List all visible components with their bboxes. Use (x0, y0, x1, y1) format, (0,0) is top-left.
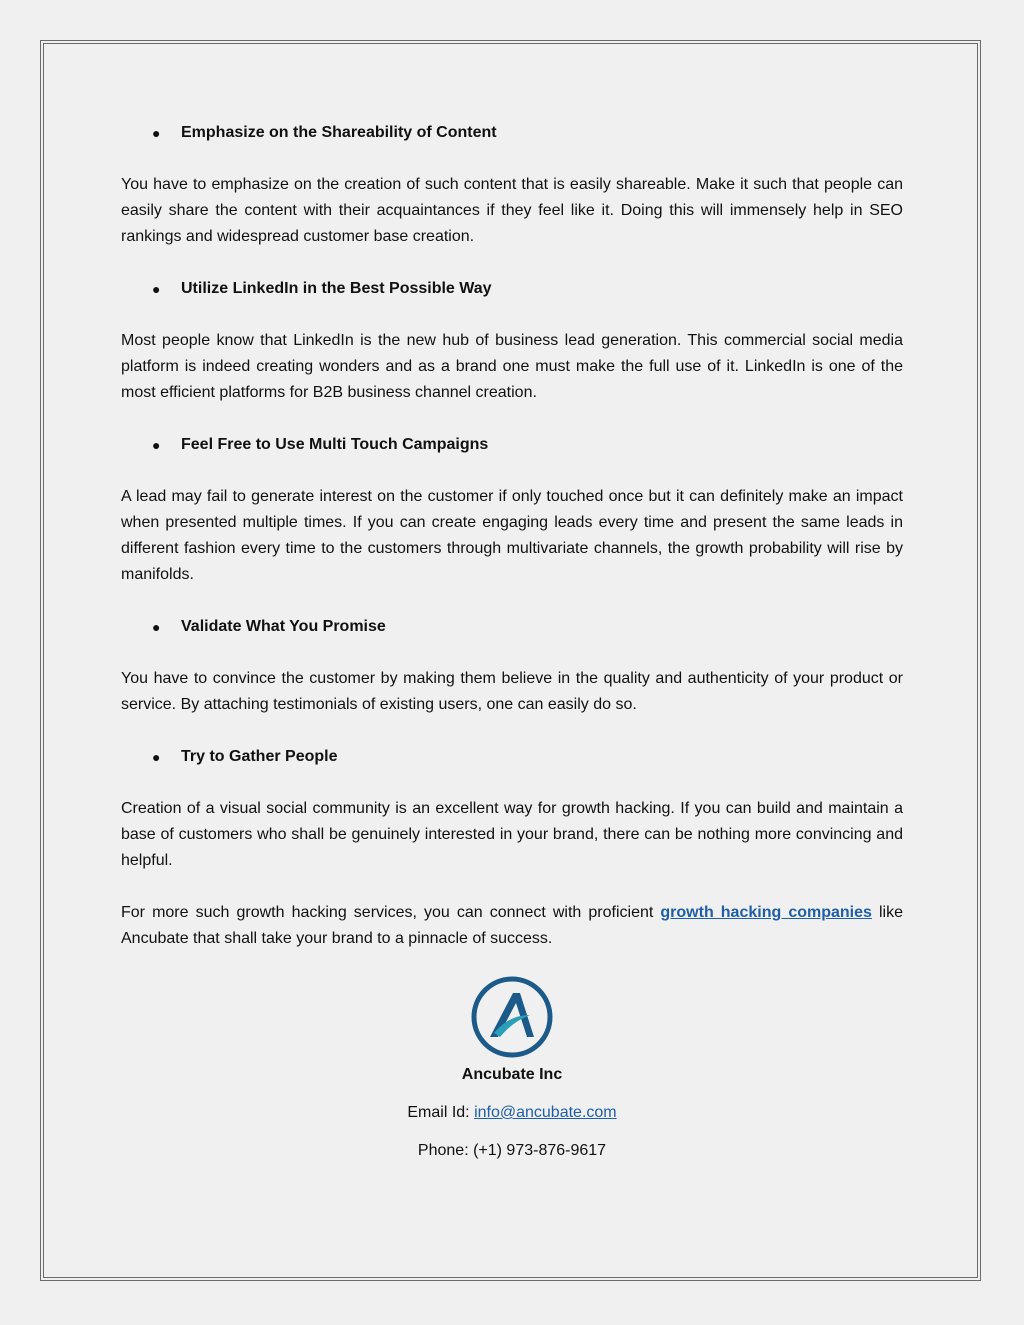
bullet-icon: ● (152, 619, 161, 635)
phone-line: Phone: (+1) 973-876-9617 (417, 1142, 607, 1159)
section-paragraph: You have to convince the customer by making them believe in the quality and authenticity of your product or service. By attaching testimonials of existing users, one can easily do so. (121, 670, 903, 713)
bullet-icon: ● (152, 281, 161, 297)
section-heading-text: Emphasize on the Shareability of Content (181, 124, 497, 141)
section-heading-text: Utilize LinkedIn in the Best Possible Way (181, 280, 492, 297)
section-paragraph: Creation of a visual social community is an excellent way for growth hacking. If you can build and maintain a base of customers who shall be genuinely interested in your brand, there can be nothing more convincing and helpful. (121, 800, 903, 869)
section-heading (121, 744, 903, 770)
section-heading (121, 432, 903, 458)
closing-text-after: like Ancubate that shall take your brand to a pinnacle of success. (121, 904, 904, 947)
section-heading (121, 614, 903, 640)
closing-paragraph (121, 900, 903, 952)
growth-hacking-link[interactable]: growth hacking companies (660, 904, 872, 921)
section-paragraph: Most people know that LinkedIn is the new hub of business lead generation. This commercial social media platform is indeed creating wonders and as a brand one must make the full use of it. LinkedIn is one of the most efficient platforms for B2B business channel creation. (121, 332, 903, 401)
bullet-icon: ● (152, 125, 161, 141)
closing-text-before: For more such growth hacking services, you can connect with proficient (121, 904, 661, 921)
company-name: Ancubate Inc (461, 1066, 563, 1083)
bullet-icon: ● (152, 749, 161, 765)
section-heading (121, 276, 903, 302)
email-link[interactable]: info@ancubate.com (474, 1104, 617, 1121)
bullet-icon: ● (152, 437, 161, 453)
section-heading-text: Validate What You Promise (181, 618, 386, 635)
email-line (0, 1101, 1024, 1125)
document-body (121, 120, 903, 978)
ancubate-logo-icon (470, 975, 554, 1059)
email-label: Email Id: (407, 1104, 475, 1121)
section-heading-text: Feel Free to Use Multi Touch Campaigns (181, 436, 489, 453)
section-heading-text: Try to Gather People (181, 748, 338, 765)
section-heading (121, 120, 903, 146)
section-paragraph: You have to emphasize on the creation of such content that is easily shareable. Make it such that people can easily share the content with their acquaintances if they feel like it. Doing this will immensely help in SEO rankings and widespread customer base creation. (121, 176, 903, 245)
company-footer (0, 975, 1024, 1163)
section-paragraph: A lead may fail to generate interest on the customer if only touched once but it can definitely make an impact when presented multiple times. If you can create engaging leads every time and present the same leads in different fashion every time to the customers through multivariate channels, the growth probability will rise by manifolds. (121, 488, 903, 583)
